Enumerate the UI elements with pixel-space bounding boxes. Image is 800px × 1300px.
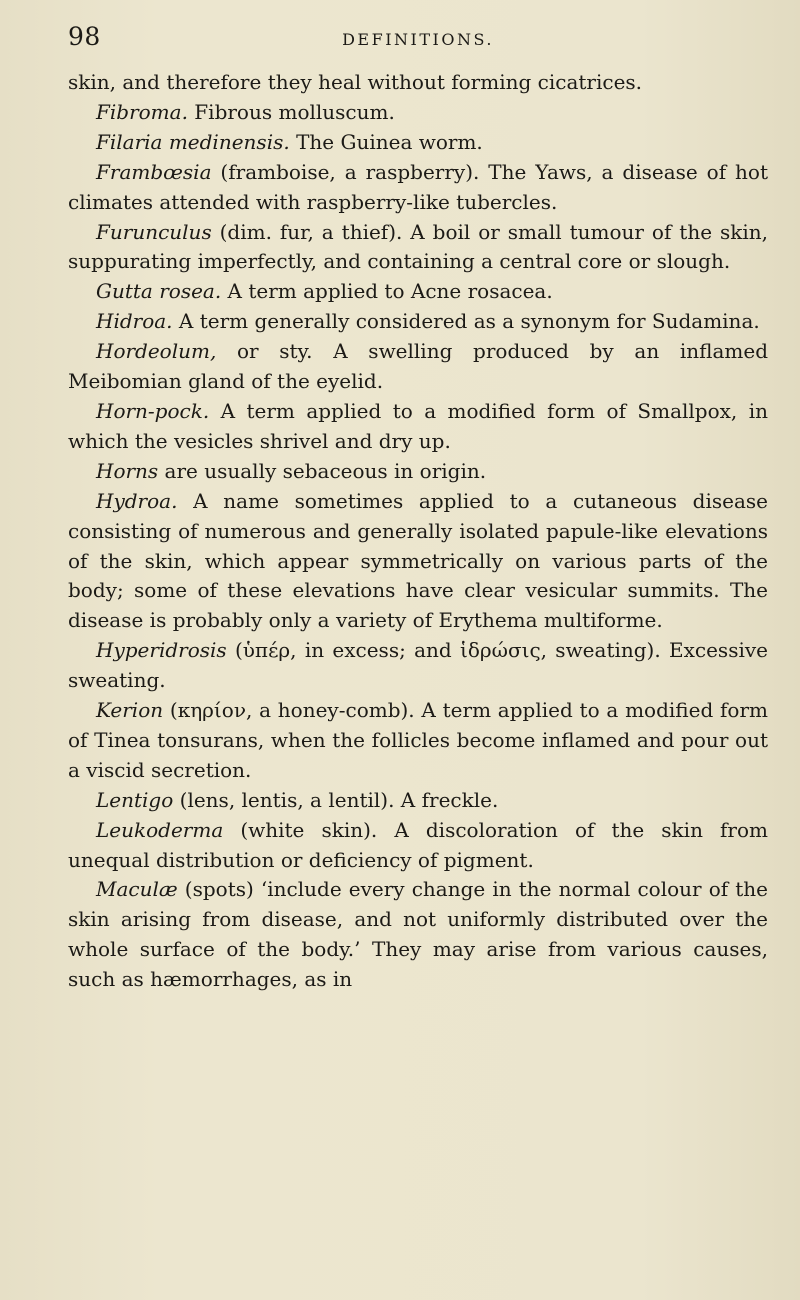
entry-lentigo <box>68 786 768 816</box>
entry-leukoderma <box>68 816 768 876</box>
entry-kerion <box>68 696 768 786</box>
entry-text: A term applied to a modified form of Smallpox, in which the vesicles shrivel and dry up. <box>68 398 768 453</box>
entry-term: Furunculus <box>96 219 212 244</box>
entry-text: or sty. A swelling produced by an inflamed Meibomian gland of the eyelid. <box>68 339 768 394</box>
entry-text: skin, and therefore they heal without forming cicatrices. <box>68 70 643 94</box>
entry-horn-pock <box>68 397 768 457</box>
entry-hyperidrosis <box>68 636 768 696</box>
entry-term: Lentigo <box>96 787 174 812</box>
entry-furunculus <box>68 218 768 278</box>
entry-text: The Guinea worm. <box>289 129 483 154</box>
entry-text: Fibrous molluscum. <box>187 99 395 124</box>
entry-text: (spots) ‘include every change in the normal colour of the skin arising from disease, and not uniformly distributed over the whole surface of the body.’ They may arise from various causes, such as hæmorrhages, as in <box>68 877 768 992</box>
entry-term: Hyperidrosis <box>96 638 227 663</box>
entry-text: A term applied to Acne rosacea. <box>221 279 553 304</box>
entry-text: (framboise, a raspberry). The Yaws, a disease of hot climates attended with raspberry-like tubercles. <box>68 159 768 214</box>
entry-term: Hydroa. <box>96 488 178 513</box>
page-header <box>68 22 768 52</box>
entry-text: (ὑπέρ, in excess; and ἱδρώσις, sweating). Excessive sweating. <box>68 638 768 693</box>
definitions-text <box>68 68 768 995</box>
entry-term: Frambœsia <box>96 159 212 184</box>
entry-frambaesia <box>68 158 768 218</box>
page-number: 98 <box>68 22 101 51</box>
entry-hordeolum <box>68 337 768 397</box>
entry-text: (lens, lentis, a lentil). A freckle. <box>173 787 499 812</box>
entry-hidroa <box>68 307 768 337</box>
entry-term: Gutta rosea. <box>96 279 222 304</box>
entry-hydroa <box>68 487 768 637</box>
entry-text: A name sometimes applied to a cutaneous disease consisting of numerous and generally isolated papule-like elevations of the skin, which appear symmetrically on various parts of the body; some of these elevations have clear vesicular summits. The disease is probably only a variety of Erythema multiforme. <box>68 488 768 633</box>
entry-filaria <box>68 128 768 158</box>
entry-gutta-rosea <box>68 277 768 307</box>
entry-maculae <box>68 875 768 995</box>
entry-term: Maculæ <box>96 877 178 902</box>
entry-text: (white skin). A discoloration of the skin from unequal distribution or deficiency of pigment. <box>68 817 768 872</box>
entry-term: Hidroa. <box>96 309 173 334</box>
entry-term: Horns <box>96 458 159 483</box>
entry-term: Kerion <box>96 698 164 723</box>
entry-term: Hordeolum, <box>96 339 217 364</box>
entry-term: Filaria medinensis. <box>96 129 290 154</box>
continuation-paragraph <box>68 68 768 98</box>
entry-text: (κηρίον, a honey-comb). A term applied to a modified form of Tinea tonsurans, when the follicles become inflamed and pour out a viscid secretion. <box>68 698 768 782</box>
entry-text: are usually sebaceous in origin. <box>158 458 487 483</box>
running-head: DEFINITIONS. <box>342 30 494 49</box>
entry-fibroma <box>68 98 768 128</box>
entry-text: A term generally considered as a synonym for Sudamina. <box>172 309 760 334</box>
entry-term: Leukoderma <box>96 817 224 842</box>
entry-text: (dim. fur, a thief). A boil or small tumour of the skin, suppurating imperfectly, and containing a central core or slough. <box>68 219 768 274</box>
entry-term: Fibroma. <box>96 99 188 124</box>
entry-horns <box>68 457 768 487</box>
entry-term: Horn-pock. <box>96 398 210 423</box>
